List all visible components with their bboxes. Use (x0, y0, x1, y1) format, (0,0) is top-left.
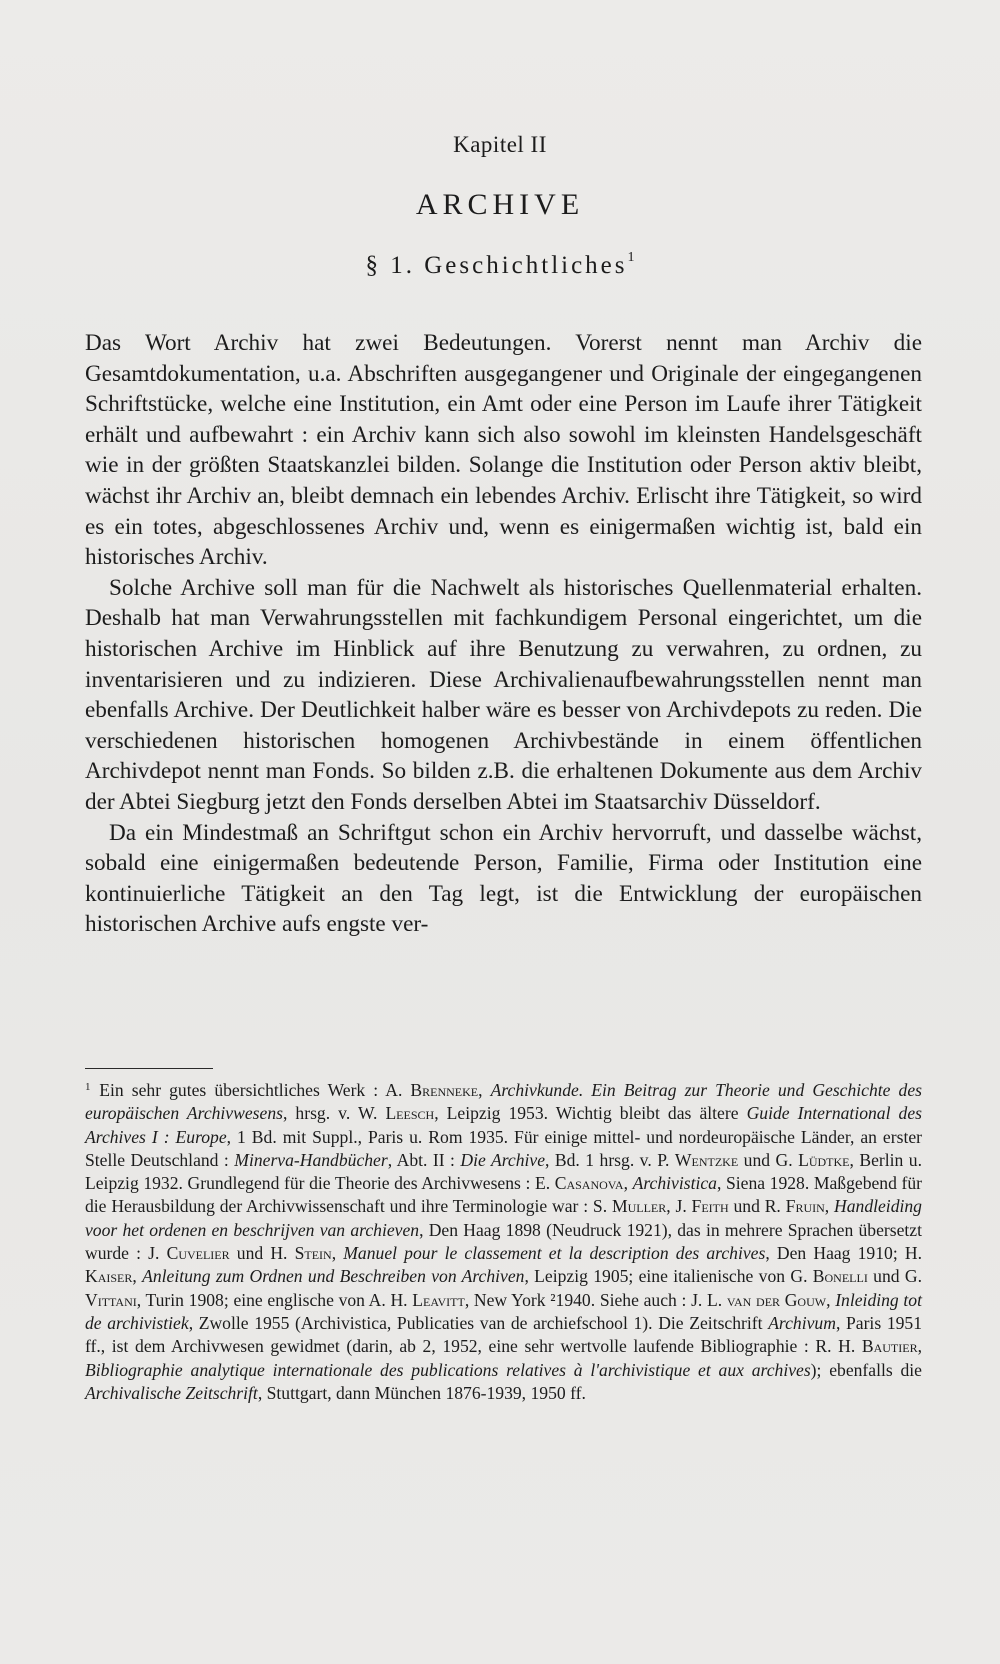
fn-text: , Leipzig 1953. Wichtig bleibt das ältere (434, 1103, 739, 1124)
fn-title: Minerva-Handbücher (234, 1149, 388, 1170)
section-heading (0, 250, 1000, 280)
fn-title: Archivalische Zeitschrift (85, 1382, 258, 1403)
fn-text: , Zwolle 1955 (Archivistica, Publicaties van de archiefschool 1). Die Zeitschrift (188, 1312, 763, 1333)
paragraph-1: Das Wort Archiv hat zwei Bedeutungen. Vorerst nennt man Archiv die Gesamtdokumentation, u.a. Abschriften ausgegangener und Originale der eingegangenen Schriftstücke, welche eine Institution, ein Amt oder eine Person im Laufe ihrer Tätigkeit erhält und aufbewahrt : ein Archiv kann sich also sowohl im kleinsten Handelsgeschäft wie in der größten Staatskanzlei bilden. Solange die Institution oder Person aktiv bleibt, wächst ihr Archiv an, bleibt demnach ein lebendes Archiv. Erlischt ihre Tätigkeit, so wird es ein totes, abgeschlossenes Archiv und, wenn es einigermaßen wichtig ist, bald ein historisches Archiv. (85, 330, 922, 571)
fn-text: , Berlin u. Leipzig 1932. Grundlegend für die Theorie des Archivwesens : E. (85, 1149, 922, 1194)
fn-title: Archivistica (632, 1173, 717, 1194)
fn-text: , Abt. II : (387, 1149, 455, 1170)
fn-text: , hrsg. v. W. (282, 1103, 378, 1124)
fn-title: Inleiding tot de archivistiek (85, 1289, 922, 1333)
fn-text: , Den Haag 1910; H. (765, 1243, 922, 1264)
fn-text: , Siena 1928. Maßgebend für die Herausbildung der Archivwissenschaft und ihre Terminologie war : S. (85, 1173, 923, 1217)
fn-title: Guide International des Archives I : Europe (85, 1103, 922, 1147)
fn-text: ); ebenfalls die (810, 1359, 922, 1380)
fn-author: Bautier (861, 1336, 918, 1357)
fn-title: Anleitung zum Ordnen und Beschreiben von Archiven (142, 1266, 525, 1287)
fn-text: , (623, 1173, 628, 1194)
fn-text: , 1 Bd. mit Suppl., Paris u. Rom 1935. Für einige mittel- und nordeuropäische Länder, an erster Stelle Deutschland : (85, 1126, 923, 1170)
fn-text: , J. (666, 1196, 687, 1217)
fn-text: , Turin 1908; eine englische von A. H. (136, 1289, 408, 1310)
fn-author: Brenneke (410, 1080, 479, 1100)
section-heading-text: § 1. Geschichtliches (365, 252, 628, 279)
fn-title: Bibliographie analytique internationale des publications relatives à l'archivistique et aux archives (85, 1359, 811, 1380)
fn-text: , (917, 1336, 922, 1357)
fn-text: , (824, 1196, 830, 1217)
fn-text: , Bd. 1 hrsg. v. P. (545, 1149, 670, 1170)
fn-text: , (132, 1266, 137, 1287)
fn-author: Wentzke (674, 1149, 739, 1170)
paragraph-3: Da ein Mindestmaß an Schriftgut schon ein Archiv hervorruft, und dasselbe wächst, sobald eine einigermaßen bedeutende Person, Familie, Firma oder Institution eine kontinuierliche Tätigkeit an den Tag legt, ist die Entwicklung der europäischen historischen Archive aufs engste ver- (85, 819, 922, 938)
fn-author: Bonelli (812, 1266, 868, 1287)
fn-author: Stein (294, 1243, 332, 1264)
main-text (85, 328, 922, 940)
fn-text: , Leipzig 1905; eine italienische von G. (524, 1266, 808, 1287)
footnote (85, 1076, 922, 1405)
chapter-title: ARCHIVE (415, 188, 585, 221)
fn-author: Casanova (554, 1173, 624, 1194)
fn-title: Die Archive (460, 1149, 546, 1170)
fn-author: Leavitt (412, 1289, 465, 1310)
fn-title: Archivum (768, 1312, 836, 1333)
fn-author: Kaiser (85, 1266, 133, 1287)
footnote-1 (85, 1076, 922, 1405)
fn-author: Feith (691, 1196, 729, 1217)
fn-text: , (331, 1243, 337, 1264)
fn-text: , Stuttgart, dann München 1876-1939, 1950 ff. (257, 1382, 586, 1403)
fn-title: Handleiding voor het ordenen en beschrijven van archieven (85, 1196, 922, 1240)
fn-author: Muller (611, 1196, 667, 1217)
fn-text: , Den Haag 1898 (Neudruck 1921), das in mehrere Sprachen übersetzt wurde : J. (85, 1219, 922, 1264)
fn-text: und G. (743, 1149, 793, 1170)
chapter-label: Kapitel II (453, 132, 547, 157)
fn-text: Ein sehr gutes übersichtliches Werk : A. (99, 1080, 403, 1100)
paragraph-2: Solche Archive soll man für die Nachwelt als historisches Quellenmaterial erhalten. Deshalb hat man Verwahrungsstellen mit fachkundigem Personal eingerichtet, um die historischen Archive im Hinblick auf ihre Benutzung zu verwahren, zu ordnen, zu inventarisieren und zu indizieren. Diese Archivalienaufbewahrungsstellen nennt man ebenfalls Archive. Der Deutlichkeit halber wäre es besser von Archivdepots zu reden. Die verschiedenen historischen homogenen Archivbestände in einem öffentlichen Archivdepot nennt man Fonds. So bilden z.B. die erhaltenen Dokumente aus dem Archiv der Abtei Siegburg jetzt den Fonds derselben Abtei im Staatsarchiv Düsseldorf. (85, 574, 922, 815)
fn-text: , (826, 1289, 831, 1310)
fn-author: Vittani (85, 1289, 137, 1310)
fn-author: van der Gouw (726, 1289, 827, 1310)
fn-title: Archivkunde. Ein Beitrag zur Theorie und Geschichte des europäischen Archivwesens (85, 1080, 922, 1124)
fn-text: und R. (733, 1196, 781, 1217)
footnote-divider (85, 1068, 213, 1069)
fn-author: Leesch (385, 1103, 435, 1124)
fn-text: , Paris 1951 ff., ist dem Archivwesen gewidmet (darin, ab 2, 1952, eine sehr wertvolle laufende Bibliographie : R. H. (85, 1312, 923, 1357)
fn-title: Manuel pour le classement et la description des archives (343, 1243, 766, 1264)
fn-author: Cuvelier (166, 1243, 230, 1264)
footnote-reference: 1 (627, 250, 635, 265)
footnote-mark: 1 (85, 1081, 91, 1093)
fn-text: und G. (873, 1266, 922, 1287)
fn-author: Lüdtke (798, 1149, 850, 1170)
fn-text: , (478, 1080, 483, 1100)
fn-text: , New York ²1940. Siehe auch : J. L. (464, 1289, 723, 1310)
fn-author: Fruin (785, 1196, 825, 1217)
fn-text: und H. (236, 1243, 288, 1264)
